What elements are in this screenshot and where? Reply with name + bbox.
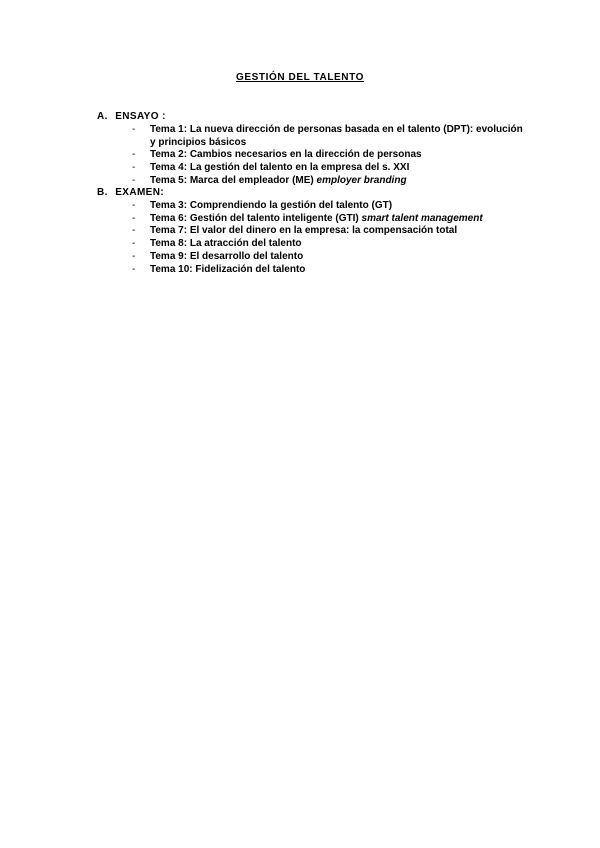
list-item <box>130 264 530 277</box>
list-item <box>130 238 530 251</box>
list-item <box>130 175 530 188</box>
section-b-list <box>130 200 530 276</box>
section-a-list <box>130 124 530 188</box>
list-item-text: Tema 9: El desarrollo del talento <box>150 250 304 262</box>
section-title: ENSAYO : <box>115 111 166 122</box>
list-item-italic-term: employer branding <box>316 174 407 186</box>
list-item-text: Tema 7: El valor del dinero en la empresa: la compensación total <box>150 225 458 237</box>
bullet-dash: - <box>132 263 136 275</box>
list-item-text: Tema 6: Gestión del talento inteligente (GTI) <box>150 212 362 224</box>
section-b-heading <box>97 187 164 199</box>
list-item-text: Tema 5: Marca del empleador (ME) <box>150 174 317 186</box>
list-item <box>130 213 530 226</box>
list-item <box>130 200 530 213</box>
bullet-dash: - <box>132 200 136 211</box>
list-item-text: Tema 8: La atracción del talento <box>150 238 302 250</box>
list-item-text: Tema 1: La nueva dirección de personas basada en el talento (DPT): evolución y principios básicos <box>150 124 523 148</box>
section-a-heading <box>97 111 166 123</box>
list-item <box>130 149 530 162</box>
section-letter: B. <box>97 187 108 198</box>
bullet-dash: - <box>132 149 136 161</box>
list-item <box>130 162 530 175</box>
list-item <box>130 124 530 149</box>
list-item-italic-term: smart talent management <box>361 212 483 224</box>
bullet-dash: - <box>132 212 136 224</box>
bullet-dash: - <box>132 225 136 237</box>
bullet-dash: - <box>132 174 136 186</box>
bullet-dash: - <box>132 162 136 174</box>
document-title: GESTIÓN DEL TALENTO <box>235 72 365 83</box>
list-item-text: Tema 4: La gestión del talento en la empresa del s. XXI <box>150 162 410 174</box>
list-item-text: Tema 2: Cambios necesarios en la dirección de personas <box>150 149 422 161</box>
bullet-dash: - <box>132 238 136 250</box>
bullet-dash: - <box>132 124 136 135</box>
list-item <box>130 225 530 238</box>
list-item-text: Tema 10: Fidelización del talento <box>150 263 306 275</box>
bullet-dash: - <box>132 250 136 262</box>
section-letter: A. <box>97 111 108 122</box>
section-title: EXAMEN: <box>115 187 165 198</box>
list-item <box>130 251 530 264</box>
list-item-text: Tema 3: Comprendiendo la gestión del talento (GT) <box>150 200 393 211</box>
